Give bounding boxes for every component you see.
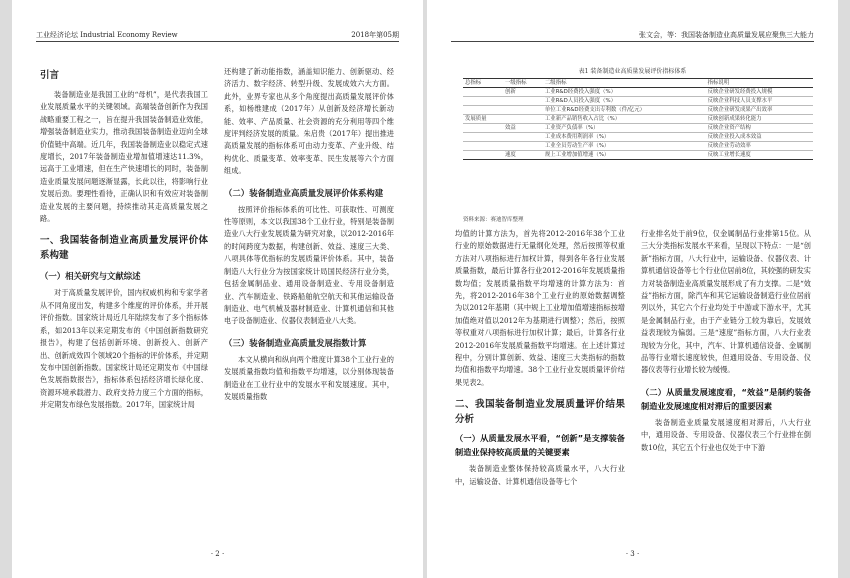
subsectionA-heading: （一）从质量发展水平看，“创新”是支撑装备制造业保持较高质量的关键要素	[455, 433, 625, 458]
issue-number: 2018年第05期	[351, 31, 399, 39]
col2-top-text: 行业排名处于前9位，仅金属制品行业排第15位。从三大分类指标发展水平来看，呈现以下特点：一是“创新”指标方面，八大行业中，运输设备、仪器仪表、计算机通信设备等七个行业位居前8位，其较强的研发实力对装备制造业高质量发展形成了有力支撑。二是“效益”指标方面，除汽车和其它运输设备制造行业位居前列以外，其它六个行业均处于中游或下游水平，尤其是金属制品行业，由于产业链分工较为靠后，发展效益表现较为偏弱。三是“速度”指标方面，八大行业表现较为分化，其中，汽车、计算机通信设备、金属制品等行业增长速度较快，但通用设备、专用设备、仪器仪表等行业增长较为缓慢。	[641, 229, 811, 375]
left-column-2	[224, 66, 394, 546]
table-cell: 规上工业增加值增速（%）	[543, 151, 706, 160]
table-header-cell: 总指标	[463, 79, 503, 88]
table-cell	[503, 97, 543, 106]
table-cell	[503, 115, 543, 124]
table-cell	[503, 133, 543, 142]
right-page	[427, 0, 838, 578]
table-cell	[503, 106, 543, 115]
table-row	[463, 106, 813, 115]
table-cell: 工业资产负债率（%）	[543, 124, 706, 133]
table-header-cell: 一级指标	[503, 79, 543, 88]
table-cell	[463, 124, 503, 133]
table-cell: 工业新产品销售收入占比（%）	[543, 115, 706, 124]
page-number: · 3 ·	[625, 550, 640, 558]
table-cell: 速度	[503, 151, 543, 160]
table-cell: 工业成本费用利润率（%）	[543, 133, 706, 142]
table-cell: 工业R&D经费投入强度（%）	[543, 88, 706, 97]
table-row	[463, 151, 813, 160]
subsectionB-heading: （二）从质量发展速度看，“效益”是制约装备制造业发展速度相对滞后的重要因素	[641, 386, 811, 411]
table-cell: 反映企业科技人员支撑水平	[706, 97, 813, 106]
table-cell: 反映创新成果转化能力	[706, 115, 813, 124]
subsection3-text: 本文从横向和纵向两个维度计算38个工业行业的发展质量指数均值和指数平均增速，以分别体现装备制造业在工业行业中的发展水平和发展速度。其中，发展质量指数	[224, 354, 394, 401]
subsection2-heading: （二）装备制造业高质量发展评价体系构建	[224, 187, 384, 198]
subsection1-text: 对于高质量发展评价，国内权威机构和专家学者从不同角度出发，构建多个维度的评价体系，并开展评价指数。国家统计局近几年陆续发布了多个指标体系，如2013年以来定期发布的《中国创新指数研究报告》，构建了包括创新环境、创新投入、创新产出、创新成效四个领域20个指标的评价体系，并定期发布中国创新指数。国家统计局还定期发布《中国绿色发展指数报告》，指标体系包括经济增长绿化度、资源环境承载潜力、政府支持力度三个方面的指标，并定期发布绿色发展指数。2017年，国家统计局	[40, 288, 208, 410]
table-row	[463, 142, 813, 151]
intro-heading: 引言	[40, 70, 60, 81]
table-cell: 反映企业研发成果产出效率	[706, 106, 813, 115]
table-row	[463, 97, 813, 106]
header-rule	[36, 41, 399, 42]
page-number: · 2 ·	[210, 550, 225, 558]
subsectionB-text: 装备制造业质量发展速度相对滞后，八大行业中，通用设备、专用设备、仪器仪表三个行业排在倒数10位，其它五个行业也仅处于中下游	[641, 417, 811, 452]
table-row	[463, 115, 813, 124]
section2-heading: 二、我国装备制造业发展质量评价结果分析	[455, 399, 625, 426]
table-cell: 反映企业劳动效率	[706, 142, 813, 151]
table-row	[463, 88, 813, 97]
table-cell: 发展质量	[463, 115, 503, 124]
table-cell: 工业R&D人员投入强度（%）	[543, 97, 706, 106]
table-source-note: 资料来源：赛迪智库整理	[463, 217, 524, 223]
intro-paragraph: 装备制造业是我国工业的“母机”，是代表我国工业发展质量水平的关键领域。高端装备创新作为我国战略重要工程之一，旨在提升我国装备制造业效能，增强装备制造业实力，推动我国装备制造业迈向全球价值链中高端。近几年，我国装备制造业以稳定式速度增长，2017年装备制造业增加值增速达11.3%，远高于工业增速，但在生产快速增长的同时，装备制造业质量发展问题逐渐显露，长此以往，将影响行业发展后劲。要理性看待，正确认识和有效应对装备制造业发展的主要问题，持续推动其走高质量发展之路。	[40, 90, 208, 224]
table-cell	[463, 106, 503, 115]
subsection1-heading: （一）相关研究与文献综述	[40, 271, 141, 282]
table-header-cell: 指标说明	[706, 79, 813, 88]
table-cell: 创新	[503, 88, 543, 97]
table-row	[463, 133, 813, 142]
header-rule	[451, 41, 814, 42]
col2-top-text: 还构建了新动能指数，涵盖知识能力、创新驱动、经济活力、数字经济、转型升级、发展成效六大方面。此外，业界专家也从多个角度提出高质量发展评价体系，如杨维建成（2017年）从创新及经济增长新动能、效率、产品质量、社会资源的充分利用等四个维度评判经济发展的质量。朱启贵（2017年）提出推进高质量发展的指标体系可由动力变革、产业升级、结构优化、质量变革、效率变革、民生发展等六个方面组成。	[224, 67, 394, 176]
indicator-table	[463, 78, 813, 160]
table-cell	[503, 142, 543, 151]
table-row	[463, 124, 813, 133]
table-cell	[463, 133, 503, 142]
table-caption: 表1 装备制造业高质量发展评价指标体系	[578, 68, 687, 75]
journal-title: 工业经济论坛 Industrial Economy Review	[36, 31, 178, 39]
table-header-cell: 二级指标	[543, 79, 706, 88]
col1-top-text: 均值的计算方法为，首先将2012-2016年38个工业行业的原始数据进行无量纲化处理，然后按照等权重方法对八项指标进行加权计算，得到各年各行业发展质量指数，最后计算各行业2012-2016年发展质量指数均值；发展质量指数平均增速的计算方法为：首先，将2012-2016年38个工业行业的原始数据调整为以2012年基期（其中规上工业增加值增速指标按增加值绝对值以2012年为基期进行调整）；然后，按照等权重对八项指标进行加权计算；最后，计算各行业2012-2016年发展质量指数平均增速。在上述计算过程中，分别计算创新、效益、速度三大类指标的指数均值和指数平均增速。38个工业行业发展质量评价结果见表2。	[455, 229, 625, 387]
table-cell	[463, 88, 503, 97]
subsectionA-text: 装备制造业整体保持较高质量水平，八大行业中，运输设备、计算机通信设备等七个	[455, 464, 625, 486]
subsection3-heading: （三）装备制造业高质量发展指数计算	[224, 337, 367, 348]
running-header	[451, 31, 814, 40]
left-column-1	[40, 66, 208, 546]
table-cell	[463, 142, 503, 151]
subsection2-text: 按照评价指标体系的可比性、可获取性、可测度性等原则，本文以我国38个工业行业，特别是装备制造业八大行业发展质量为研究对象，以2012-2016年的时间跨度为数据，构建创新、效益、速度三大类、八项具体等优指标的发展质量评价体系。其中，装备制造八大行业分为按国家统计局国民经济行业分类，包括金属制品业、通用设备制造业、专用设备制造业、汽车制造业、铁路船舶航空航天和其他运输设备制造业、电气机械及器材制造业、计算机通信和其他电子设备制造业、仪器仪表制造业八大类。	[224, 204, 394, 326]
table-cell	[463, 151, 503, 160]
table-cell: 反映企业资产结构	[706, 124, 813, 133]
right-column-1	[455, 228, 625, 548]
table-cell: 效益	[503, 124, 543, 133]
table-cell: 反映企业研发经费投入规模	[706, 88, 813, 97]
table-cell: 工业全员劳动生产率（%）	[543, 142, 706, 151]
article-running-title: 张文会，等：我国装备制造业高质量发展应聚焦三大能力	[639, 31, 814, 39]
table-cell: 单位工业R&D经费支出专利数（件/亿元）	[543, 106, 706, 115]
right-column-2	[641, 228, 811, 548]
table-header-row	[463, 79, 813, 88]
table-cell: 反映企业投入成本效益	[706, 133, 813, 142]
table-cell: 反映工业增长速度	[706, 151, 813, 160]
table-cell	[463, 97, 503, 106]
left-page	[12, 0, 423, 578]
section1-heading: 一、我国装备制造业高质量发展评价体系构建	[40, 235, 208, 262]
running-header	[36, 31, 399, 40]
